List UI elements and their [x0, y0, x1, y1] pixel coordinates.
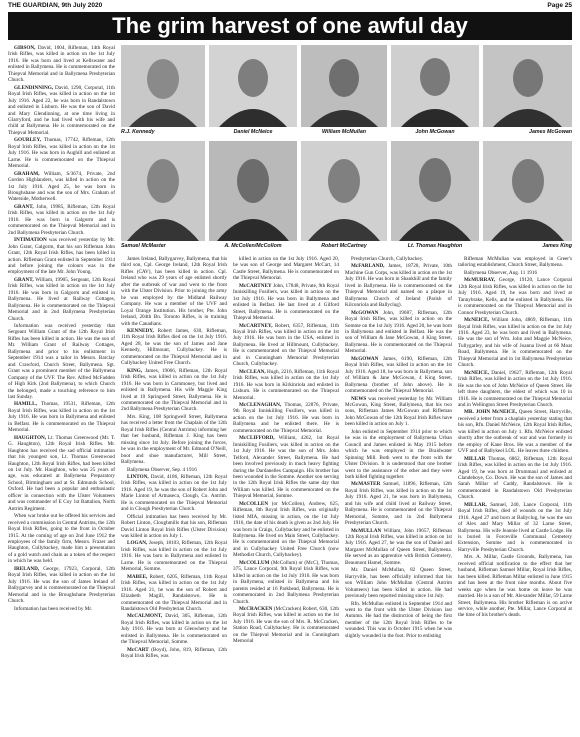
portrait-image — [483, 141, 572, 241]
obituary-text: was received yesterday by Mr. John Grant, Galgorm, that his son Rifleman John Grant, 12th Royal Irish Rifles, has been killed in action. Rifleman Grant enlisted in September 1914 and before joining the colours was in the employment of the late Mr. John Young. — [8, 237, 115, 276]
portrait-photo — [209, 141, 297, 251]
soldier-surname: GOURLEY, — [14, 137, 42, 144]
soldier-surname: McCLEAN, — [239, 368, 266, 375]
obituary-paragraph — [121, 613, 227, 645]
photo-caption: Daniel McNeice — [233, 129, 273, 135]
obituary-text: Information was received yesterday that Sergeant William Grant of the 12th Royal Irish Rifles has been killed in action. He was the son of Mr. William Grant of Railway Cottages, Ballymena and prior to his enlistment in September 1914 was a tailor in Messrs. Barclay and Crawford, Church Street, Ballymena. Sgt. Grant was a prominent member of the Ballymena Company of the UVF. The Rev. Alfred McFadden of High Kirk (2nd Ballymena), to which Church the belonged, made a touching reference to him last Sunday. — [8, 323, 115, 401]
obituary-paragraph — [345, 429, 452, 481]
obituary-text: Queen Street, Harryville, received a letter from a chaplain yesterday stating that his son, Rfn. Daniel McNeice, 12th Royal Irish Rifles, was killed in action on July 1. Rfn. McNeice enlisted shortly after the outbreak of war and was formerly in the employ of Kane Bros. He was a member of the UVF and of Ballykeel LOL. He leaves three children. — [458, 409, 572, 455]
obituary-text: William, John 19657, Rifleman 12th Royal Irish Rifles, was killed in action on 1st July 1916. Aged 27, he was the son of Daniel and Margaret McMullan of Queen Street, Ballymena. He served as an apprentice with British Cemetery, Beaumont Hamel, Somme. — [345, 527, 452, 566]
photo-caption: A. McCollen/McCollom — [224, 243, 282, 249]
photo-caption: Samuel McMaster — [121, 243, 166, 249]
obituary-text: killed in action on the 1st July 1916. Aged 20, he was son of George and Margaret McCart, 14 Castle Street, Ballymena. He is commemorated on the Thiepval Memorial. — [233, 256, 339, 282]
obituary-text: (Boyd), John, 819, Rifleman, 12th Royal Irish Rifles, was — [121, 646, 227, 660]
obituary-text: Samuel, 240, Lance Corporal, 11th Royal Irish Rifles, died of wounds on the 1st July 1916. Aged 27 and born at Ballyclug, he was the son of Alex and Mary Millar of 32 Larne Street, Ballymena. His wife Jeannie lived at Castle Lodge. He is buried in Forceville Communal Cemetery Extension, Somme and is commemorated in Harryville Presbyterian Church. — [458, 501, 572, 553]
obituary-paragraph — [8, 45, 115, 84]
obituary-text: When war broke out he offered his services and received a commission in Central Antrims, the 12th Royal Irish Rifles, going to the front in October 1915. At the coming of age on 2nd June 1912 the employees of the family firm, Messrs. Frazer and Haughton, Cullybackey, made him a presentation of a gold watch and chain as a token of the respect in which he was held. — [8, 513, 115, 565]
obituary-paragraph — [121, 414, 227, 466]
soldier-surname: LOGAN, — [127, 540, 148, 547]
obituary-paragraph — [458, 370, 572, 409]
obituary-text: William, 19905, Sergeant, 12th Royal Irish Rifles, was killed in action on the 1st July 1916. He was born in Galgorm and enlisted in Ballymena. He lived at Railway Cottages, Ballymena. He is commemorated on the Thiepval Memorial and in 2nd Ballymena Presbyterian Church. — [8, 276, 115, 322]
photo-caption: Lt. Thomas Haughton — [407, 243, 463, 249]
obituary-paragraph — [121, 467, 227, 473]
obituary-text: Thomas, 22876, Private, 9th Royal Inniskilling Fusiliers, was killed in action on the 1st July 1916. He was born in Ballymena and he enlisted there. He is commemorated on the Thiepval Memorial. — [233, 401, 339, 434]
obituary-paragraph — [345, 528, 452, 567]
page-number: Page 25 — [547, 2, 572, 9]
portrait-photo — [209, 45, 297, 137]
obituary-paragraph — [233, 283, 339, 322]
obituary-text: Robert James, 630, Rifleman, 11th Royal Irish Rifles died on the 1st July 1916. Aged 28, he was the son of James and Jane Kennedy, Hillmount, Cullybackey. He is commemorated on the Thiepval Memorial and in Cullybackey United Free Church. — [121, 327, 227, 367]
soldier-surname: McCARTNEY, — [239, 322, 273, 329]
obituary-text: James, 19066, Rifleman, 12th Royal Irish Rifles, was killed in action on the 1st July 1916. He was born in Carnmoney, but lived and enlisted in Ballymena. His wife Maggie King lived at 10 Springwell Street, Ballymena. He is commemorated on the Thiepval Memorial and in 2nd Ballymena Presbyterian Church. — [121, 367, 227, 413]
obituary-paragraph — [233, 323, 339, 368]
soldier-surname: INTIMATION — [14, 237, 47, 244]
obituary-text: Thomas, 19531, Rifleman, 12th Royal Irish Rifles, was killed in action on the 1st July 1916. He was born in Ballymena and enlisted in Belfast. He is commemorated on the Thiepval Memorial. — [8, 401, 115, 434]
article-column-3 — [233, 256, 339, 735]
obituary-text: Thomas, 17742, Rifleman, 12th Royal Irish Rifles, was killed in action on the 1st July 1916. He was born in Aughill and enlisted at Larne. He is commemorated on the Thiepval Memorial. — [8, 137, 115, 170]
obituary-text: James, 18728, Private, 10th Machine Gun Corps, was killed in action on the 1st July 1916. He was born in Shankhill and the family lived in Ballymena. He is commemorated on the Thiepval Memorial and named on a plaque in Ballymena Church of Ireland (Parish of Kilconriola and Ballyclug). — [345, 263, 452, 309]
obituary-paragraph — [8, 277, 115, 322]
obituary-text: Mr. Daniel McMullan, 82 Queen Street, Harryville, has been officially informed that his son William John McMullan (Central Antrim Volunteers) has been killed in action. He had previously been reported missing since 1st July. — [345, 567, 452, 600]
photo-caption: John McGowan — [415, 129, 455, 135]
soldier-surname: IRELAND, — [14, 565, 40, 572]
obituary-paragraph — [458, 502, 572, 554]
soldier-surname: GRAHAM, — [14, 170, 40, 177]
soldier-surname: GLENDINNING, — [14, 84, 54, 91]
obituary-paragraph — [233, 402, 339, 434]
obituary-paragraph — [458, 456, 572, 501]
obituary-text: (McCracken) Robert, 630, 12th Royal Irish Rifles, was killed in action on the 1st July 1916. He was the son of Mrs. R. McCracken, Station Road, Cullybackey. He is commemorated on the Thiepval Memorial and in Cunningham Memorial — [233, 606, 339, 645]
article-column-1 — [8, 45, 115, 735]
obituary-paragraph — [233, 435, 339, 500]
obituary-paragraph — [8, 323, 115, 400]
obituary-paragraph — [8, 237, 115, 276]
newspaper-name-date: THE GUARDIAN, 9th July 2020 — [8, 2, 103, 9]
obituary-text: Mrs. King, 108 Springwell Street, Ballymena has received a letter from the Chaplain of the 12th Royal Irish Rifles (Central Antrims) informing her that her husband, Rifleman J. King has been missing since 1st July. Before joining the forces, he was in the employment of Mr. Edmond O'Neill, boot and shoe manufacturer, Mill Street, Ballymena. — [121, 413, 227, 466]
obituary-text: Presbyterian Church, Cullybackey. — [351, 256, 424, 262]
soldier-surname: GRANT, — [14, 276, 34, 283]
obituary-paragraph — [345, 481, 452, 526]
portrait-image — [209, 45, 297, 127]
obituary-paragraph — [121, 328, 227, 367]
portrait-image — [301, 45, 387, 127]
portrait-photo — [391, 45, 479, 137]
obituary-paragraph — [233, 560, 339, 605]
article-column-4 — [345, 256, 452, 735]
obituary-paragraph — [121, 474, 227, 513]
portrait-image — [121, 45, 205, 127]
obituary-text: John, 17848, Private, 9th Royal Inniskilling Fusiliers, was killed in action on the 1st July 1916. He was born in Ballymena and enlisted in Belfast. He last lived at 4 Gilford Street, Ballymena. He is commemorated on the Thiepval Memorial. — [233, 282, 339, 322]
obituary-paragraph — [458, 317, 572, 369]
obituary-paragraph — [121, 647, 227, 660]
portrait-image — [301, 141, 387, 241]
obituary-text: Thomas, 6862, Rifleman, 12th Royal Irish Rifles, was killed in action on the 1st July 1916. Aged 19, he was born at Drummaul and enlisted at Clandeboye, Co. Down. He was the son of James and Sarah Millar of Caddy, Randalstown. He is commemorated in Randalstown Old Presbyterian Church. — [458, 455, 572, 501]
obituary-text: Official intimation has been received by Mr. Robert Linton, Cloughmills that his son, Rifleman David Linton Royal Irish Rifles (Ulster Division) was killed in action on July 1. — [121, 513, 227, 540]
obituary-paragraph — [345, 263, 452, 308]
obituary-paragraph — [345, 396, 452, 428]
obituary-text: James, 6190, Rifleman, 12th Royal Irish Rifles, was killed in action on the 1st July 1916. Aged 18, he was born in Ballymena, son of William & Jane McGowan, 4 King Street, Ballymena (brother of John above). He is commemorated on the Thiepval Memorial. — [345, 355, 452, 395]
obituary-paragraph — [458, 270, 572, 276]
obituary-text: was received yesterday by Mr. William McGowan, King Street, Ballymena, that his two sons, Rifleman James McGowan and Rifleman John McGowan of the 12th Royal Irish Rifles have been killed in action on July 1. — [345, 395, 452, 428]
obituary-paragraph — [233, 256, 339, 282]
portrait-image — [483, 45, 572, 127]
obituary-text: Information has been received by Mr. — [14, 605, 93, 612]
obituary-paragraph — [345, 310, 452, 355]
obituary-text: Rfn. McMullan enlisted in September 1914 and went to the front with the Ulster Division last Autumn. He had the distinction of being the first member of the 12th Royal Irish Rifles to be wounded. This was in October 1915 when he was slightly wounded in the foot. Prior to enlisting — [345, 600, 452, 639]
obituary-paragraph — [458, 554, 572, 619]
obituary-paragraph — [8, 566, 115, 605]
obituary-text: Ballymena Observer, Sep. 4 1916 — [127, 466, 197, 473]
portrait-photo — [121, 141, 205, 251]
photo-caption: Robert McCartney — [321, 243, 367, 249]
obituary-text: Ballymena Observer, Aug. 11 1916 — [464, 269, 538, 276]
obituary-text: David, 1004, Rifleman, 14th Royal Irish Rifles, was killed in action on the 1st July 1916. He was born and lived at Kellswater and enlisted in Ballymena. He is commemorated on the Thiepval Memorial and in Ballymena Presbyterian Church. — [8, 45, 115, 84]
obituary-text: David, 4186, Rifleman, 12th Royal Irish Rifles, was killed in action on the 1st July 1916. Aged 19, he was the son of Robert John and Marie Linton of Artnaseca, Clough, Co. Antrim. He is commemorated on the Thiepval Memorial and in Clough Presbyterian Church. — [121, 473, 227, 513]
soldier-surname: McCLENAGHAN, — [239, 401, 282, 408]
obituary-text: David, 1290, Corporal, 11th Royal Irish Rifles, was killed in action on the 1st July 1916. Aged 22, he was born in Randalstown and enlisted in Lisburn. He was the son of David and Mary Glendinning, at one time living in Glarryford, and he had lived with his wife and child at Ballymena. He is commemorated on the Thiepval Memorial. — [8, 84, 115, 136]
portrait-photo — [483, 45, 572, 137]
obituary-text: David, 305, Rifleman, 12th Royal Irish Rifles, was killed in action on the 1st July 1916. He was born at Glenwherry and he enlisted in Ballymena. He is commemorated on the Thiepval Memorial, Somme. — [121, 613, 227, 646]
soldier-surname: McNEICE, — [464, 317, 489, 324]
photo-caption: James King — [542, 243, 572, 249]
soldier-surname: McNEICE, — [464, 369, 489, 376]
obituary-text: John, 19985, Rifleman, 12th Royal Irish Rifles, was killed in action on the 1st July 1916. He was born in Galgorm and is commemorated on the Thiepval Memorial and in 2nd Ballymena Presbyterian Church. — [8, 203, 115, 236]
portrait-photo — [483, 141, 572, 251]
obituary-paragraph — [345, 601, 452, 640]
obituary-paragraph — [458, 409, 572, 454]
soldier-surname: McCART — [127, 646, 149, 653]
obituary-text: (or McCollen), Andrew, 625, Rifleman, 8th Royal Irish Rifles, was originally listed MIA, missing in action, on the 1st July 1916, the date of his death is given as 2nd July. He was born in Craigs, Cullybackey and he enlisted in Ballymena. He lived on Main Street, Cullybackey. He is commemorated on the Thiepval Memorial and in Cullybackey United Free Church (now Methodist Church, Cullybackey). — [233, 500, 339, 559]
obituary-paragraph — [8, 401, 115, 433]
soldier-surname: McFARLAND, — [351, 263, 385, 270]
obituary-paragraph — [233, 501, 339, 559]
obituary-text: John, 19687, Rifleman, 12th Royal Irish Rifles, was killed in action on the Somme on the 1st July 1916. Aged 20, he was born in Ballymena and enlisted in Belfast. He was the son of William & Jane McGowan, 4 King Street, Ballymena. He is commemorated on the Thiepval Memorial. — [345, 309, 452, 355]
obituary-text: Mrs. A. Millar, Castle Grounds, Ballymena, has received official notification to the effect that her husband, Rifleman Samuel Millar, Royal Irish Rifles, has been killed. Rifleman Millar enlisted in June 1915 and has been at the front nine months. About five weeks ago when he was home on leave he was married. He is a son of Mr. Alexander Millar, 59 Larne Street, Ballymena. His brother Rifleman is on active service, while another, Pte. Millar, Lance Corporal at the time of his brother's death. — [458, 554, 572, 619]
soldier-surname: McMULLAN — [351, 527, 382, 534]
obituary-text: Daniel, 19627, Rifleman, 12th Royal Irish Rifles, was killed in action on the 1st July 1916. He was the son of John McNeice of Queen Street. He left three daughters, the eldest of which was 10 in 1916. He is commemorated on the Thiepval Memorial and in Wellington Street Presbyterian Church. — [458, 369, 572, 408]
soldier-surname: McCARTNEY — [239, 282, 272, 289]
soldier-surname: MR. JOHN McNEICE, — [464, 409, 517, 416]
obituary-text: Samuel, 11896, Rifleman, 12th Royal Irish Rifles, was killed in action on the 1st July 1916. Aged 21, he was born in Ballymena, and his wife and child lived at Railway Street, Ballymena. He is commemorated on the Thiepval Memorial, Somme, and in 2nd Ballymena Presbyterian Church. — [345, 481, 452, 527]
soldier-surname: McCLIFFORD, — [239, 435, 275, 442]
photo-caption: William McMullan — [321, 129, 367, 135]
soldier-surname: McMURRAY, — [464, 277, 496, 284]
soldier-surname: MILLAR — [464, 455, 486, 462]
portrait-image — [391, 45, 479, 127]
obituary-paragraph — [121, 574, 227, 613]
soldier-surname: KING, — [127, 367, 143, 374]
obituary-paragraph — [233, 606, 339, 645]
obituary-paragraph — [121, 514, 227, 540]
headline: The grim harvest of one awful day — [112, 13, 468, 38]
soldier-surname: HAUGHTON, — [14, 434, 47, 441]
obituary-paragraph — [8, 137, 115, 169]
article-column-5 — [458, 256, 572, 735]
article-column-2 — [121, 256, 227, 735]
soldier-surname: KENNEDY, — [127, 327, 154, 334]
soldier-surname: McGOWAN — [351, 309, 379, 316]
obituary-paragraph — [345, 256, 452, 262]
obituary-text: William, 4262, 1st Royal Inniskilling Fusiliers, was killed in action on the 1st July 1916. He was the son of Mrs. John Telford, Alexander Street, Ballymena. He had been involved previously in much heavy fighting during the Dardanelles Campaign. His brother has been wounded in the Somme. Another son serving in the 12th Royal Irish Rifles the same day that William was killed. He is commemorated on the Thiepval Memorial, Somme. — [233, 435, 339, 500]
portrait-photo — [391, 141, 479, 251]
obituary-paragraph — [345, 567, 452, 599]
portrait-photo — [121, 45, 205, 137]
portrait-photo — [301, 45, 387, 137]
obituary-text: George, 19120, Lance Corporal 12th Royal Irish Rifles, was killed in action on the 1st July 1916. Aged 19, he was born and lived at Tannybrake, Kells, and he enlisted in Ballymena. He is commemorated on the Thiepval Memorial and in Connor Presbyterian Church. — [458, 277, 572, 316]
obituary-paragraph — [233, 369, 339, 401]
obituary-paragraph — [121, 256, 227, 327]
masthead — [8, 2, 572, 11]
soldier-surname: McMASTER — [351, 481, 381, 488]
obituary-paragraph — [8, 606, 115, 612]
obituary-text: Rifleman McMullan was employed in Greer's tailoring establishment, Church Street, Ballymena. — [458, 256, 572, 269]
soldier-surname: McCRACKEN — [239, 606, 273, 613]
headline-banner — [8, 12, 572, 40]
soldier-surname: McCOLLEN — [239, 500, 269, 507]
portrait-photo — [301, 141, 387, 251]
obituary-paragraph — [121, 540, 227, 572]
obituary-text: Lt. Thomas Greenwood (Mr. T. G. Haughton), 12th Royal Irish Rifles. Mr. Haughton has received the sad official intimation that his youngest son, Lt. Thomas Greenwood Haughton, 12th Royal Irish Rifles, had been killed on 1st July. Mr. Haughton, who was 25 years of age, was educated at Ballymena Preparatory School, Birmingham and at St. Edmunds School, Oxford. He had been a popular and enthusiastic officer in connection with the Ulster Volunteers and was commander of E Coy 1st Battalion, North Antrim Regiment. — [8, 434, 115, 512]
soldier-surname: NEWS — [351, 395, 367, 402]
soldier-surname: MILLAR, — [464, 501, 487, 508]
soldier-surname: McGOWAN — [351, 355, 379, 362]
soldier-surname: HAMILL, — [14, 401, 37, 408]
obituary-text: James Ireland, Ballygarvey, Ballymena, that his third son, Cpl. George Ireland, 12th Royal Irish Rifles (CAV), has been killed in action. Cpl. Ireland who was 29 years of age enlisted shortly after the outbreak of war and went to the front with the Ulster Division. Prior to joining the army he was employed by the Midland Railway Company. He was a member of the UVF and Loyal Orange Institution. His brother, Pte. John Ireland, 204th Bn. Toronto Rifles, is in training with the Canadians. — [121, 256, 227, 327]
obituary-paragraph — [8, 85, 115, 137]
soldier-surname: McCOLLUM — [239, 559, 270, 566]
soldier-surname: LINTON, — [127, 473, 149, 480]
obituary-text: William John, 4869, Rifleman, 11th Royal Irish Rifles, was killed in action on the 1st July 1916. Aged 23, he was born and lived in Ballymena. He was the son of Wm. John and Maggie McNeice, Tullygarley, and his wife of Joanna lived at 66 Moat Road, Ballymena. He is commemorated on the Thiepval Memorial and in 1st Ballymena Presbyterian Church. — [458, 317, 572, 369]
obituary-paragraph — [8, 171, 115, 203]
portrait-image — [121, 141, 205, 241]
soldier-surname: MABEE, — [127, 573, 148, 580]
obituary-text: Hugh, 2216, Rifleman, 11th Royal Irish Rifles, was killed in action on the 1st July 1916. He was born in Kirkinriola and enlisted in Lisburn. He is commemorated on the Thiepval Memorial. — [233, 368, 339, 401]
obituary-paragraph — [8, 204, 115, 236]
obituary-text: Robert, 6357, Rifleman, 11th Royal Irish Rifles, was killed in action on the 1st July 1916. He was born in the USA, enlisted in Ballymena. He lived at Hillmount, Cullybackey. He is commemorated on the Thiepval Memorial and in Cunningham Memorial Presbyterian Church, Cullybackey. — [233, 322, 339, 368]
obituary-paragraph — [458, 256, 572, 269]
soldier-surname: GIBSON, — [14, 45, 36, 51]
portrait-image — [209, 141, 297, 241]
photo-caption: James McGowan — [529, 129, 572, 135]
photo-caption: R.J. Kennedy — [121, 129, 155, 135]
obituary-text: Robert, 6205, Rifleman, 11th Royal Irish Rifles, was killed in action on the 1st July 1916. Aged 21, he was the son of Robert and Elizabeth Magill, Randalstown. He is commemorated on the Thiepval Memorial and in Randalstown Old Presbyterian Church. — [121, 573, 227, 613]
obituary-paragraph — [8, 435, 115, 512]
soldier-surname: GRANT, — [14, 203, 34, 210]
obituary-text: John enlisted in September 1914 prior to which he was in the employment of Ballymena Urban Council and James enlisted in May 1915 before which he was employed in the Braidwater Spinning Mill. Both went to the front with the Ulster Division. It is understood that one brother went to the assistance of the other and they were both killed fighting together. — [345, 428, 452, 480]
obituary-text: Joseph, 18103, Rifleman, 12th Royal Irish Rifles, was killed in action on the 1st July 1916. He was born in Ballymena and enlisted in Larne. He is commemorated on the Thiepval Memorial, Somme. — [121, 540, 227, 573]
obituary-paragraph — [458, 277, 572, 316]
obituary-text: George, 17923, Corporal, 12th Royal Irish Rifles, was killed in action on the 1st July 1916. He was the son of James Ireland of Ballygarvey and is commemorated on the Thiepval Memorial and in the Broughshane Presbyterian Church. — [8, 565, 115, 605]
obituary-paragraph — [345, 356, 452, 395]
obituary-paragraph — [8, 513, 115, 565]
soldier-surname: McCALMONT, — [127, 613, 163, 620]
obituary-text: (McCollum) or (McC), Thomas, 375, Lance Corporal, 9th Royal Irish Rifles, was killed in action on the 1st July 1916. He was born in Ballymena, enlisted in Ballymena and his parents resided at 16 Parkhead, Ballymena. He is commemorated in 2nd Ballymena Presbyterian Church. — [233, 559, 339, 605]
portrait-image — [391, 141, 479, 241]
obituary-paragraph — [121, 368, 227, 413]
obituary-text: William, S/3674, Private, 2nd Gordon Highlanders, was killed in action on the 1st July 1916. Aged 25, he was born in Broughshane and was the son of Mrs. Graham of Waterside, Motherwell. — [8, 170, 115, 203]
